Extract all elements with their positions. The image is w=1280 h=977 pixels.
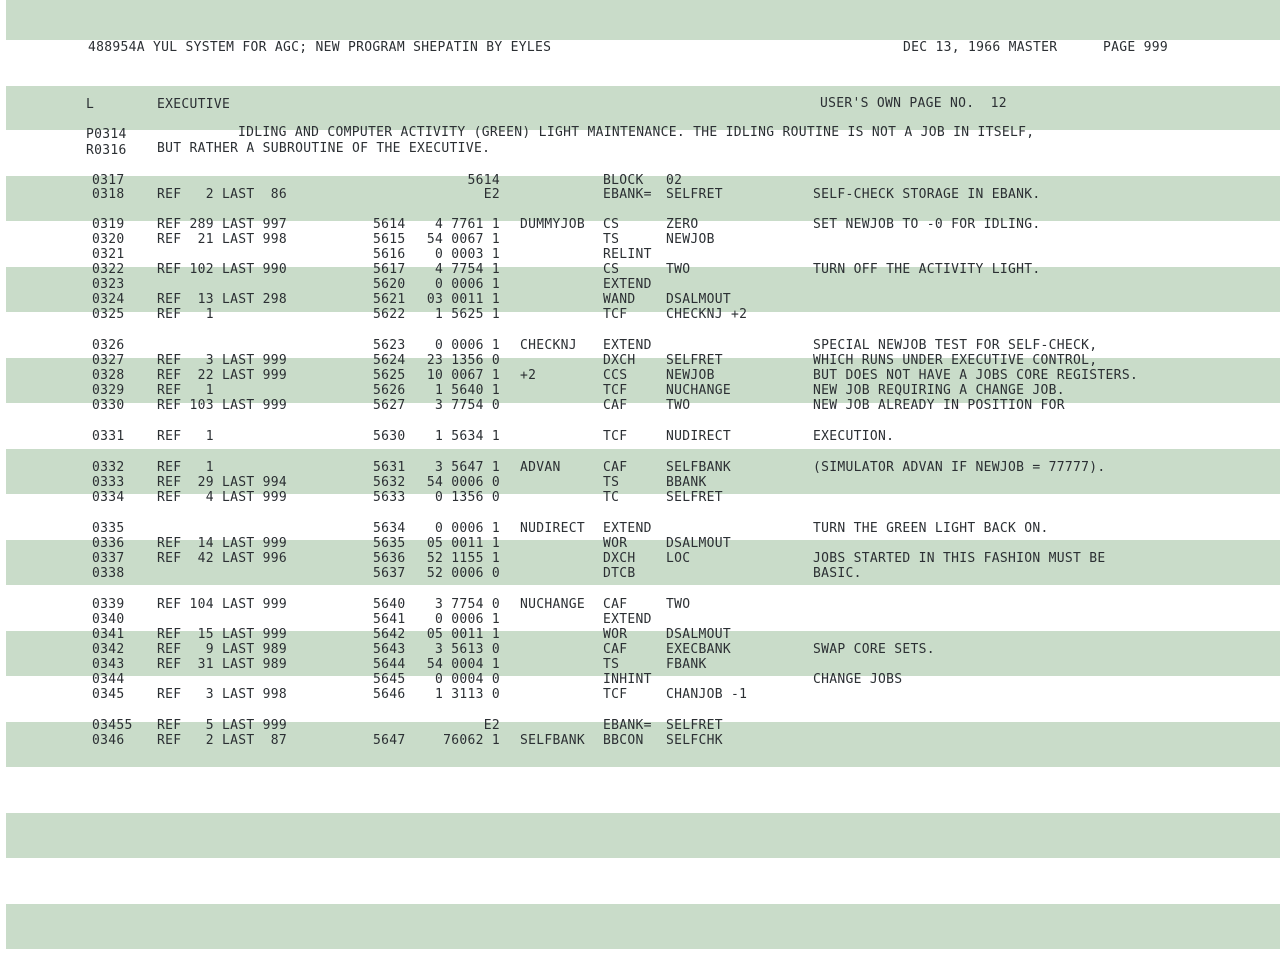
- comment: SET NEWJOB TO -0 FOR IDLING.: [813, 217, 1041, 232]
- ref-info: REF 21 LAST 998: [157, 232, 288, 247]
- user-page-number: USER'S OWN PAGE NO. 12: [820, 96, 1007, 111]
- address: 5644: [373, 657, 406, 672]
- object-code: 4 7754 1: [434, 262, 500, 277]
- object-code: 0 0004 0: [434, 672, 500, 687]
- opcode: WAND: [603, 292, 636, 307]
- opcode: BBCON: [603, 733, 644, 748]
- label: +2: [520, 368, 537, 383]
- line-number: 0341: [92, 627, 125, 642]
- operand: NUCHANGE: [666, 383, 732, 398]
- line-number: 0344: [92, 672, 125, 687]
- address: 5642: [373, 627, 406, 642]
- operand: SELFRET: [666, 353, 723, 368]
- line-number: 0327: [92, 353, 125, 368]
- line-number: 0320: [92, 232, 125, 247]
- operand: DSALMOUT: [666, 292, 732, 307]
- listing-title: 488954A YUL SYSTEM FOR AGC; NEW PROGRAM SHEPATIN BY EYLES: [88, 40, 552, 55]
- line-number: 0335: [92, 521, 125, 536]
- line-number: 0321: [92, 247, 125, 262]
- comment: WHICH RUNS UNDER EXECUTIVE CONTROL,: [813, 353, 1098, 368]
- ref-info: REF 13 LAST 298: [157, 292, 288, 307]
- line-number: 0345: [92, 687, 125, 702]
- address: 5621: [373, 292, 406, 307]
- ref-info: REF 1: [157, 383, 214, 398]
- line-number: 0331: [92, 429, 125, 444]
- address: 5635: [373, 536, 406, 551]
- object-code: 3 7754 0: [434, 398, 500, 413]
- ref-info: REF 103 LAST 999: [157, 398, 288, 413]
- address: 5643: [373, 642, 406, 657]
- line-number: 0329: [92, 383, 125, 398]
- object-code: 3 7754 0: [434, 597, 500, 612]
- address: 5624: [373, 353, 406, 368]
- object-code: 54 0067 1: [426, 232, 500, 247]
- comment: SPECIAL NEWJOB TEST FOR SELF-CHECK,: [813, 338, 1098, 353]
- opcode: RELINT: [603, 247, 652, 262]
- operand: CHANJOB -1: [666, 687, 748, 702]
- object-code: E2: [483, 187, 500, 202]
- opcode: TCF: [603, 687, 628, 702]
- paper-band: [6, 0, 1280, 40]
- page-number: PAGE 999: [1103, 40, 1169, 55]
- object-code: 0 1356 0: [434, 490, 500, 505]
- opcode: EXTEND: [603, 521, 652, 536]
- address: 5617: [373, 262, 406, 277]
- line-number: 0323: [92, 277, 125, 292]
- ref-info: REF 9 LAST 989: [157, 642, 288, 657]
- label: SELFBANK: [520, 733, 586, 748]
- opcode: EBANK=: [603, 187, 652, 202]
- operand: 02: [666, 173, 683, 188]
- remark-number: P0314: [86, 127, 127, 142]
- comment: (SIMULATOR ADVAN IF NEWJOB = 77777).: [813, 460, 1106, 475]
- operand: DSALMOUT: [666, 627, 732, 642]
- comment: SWAP CORE SETS.: [813, 642, 935, 657]
- opcode: CS: [603, 262, 620, 277]
- object-code: 05 0011 1: [426, 536, 500, 551]
- operand: SELFCHK: [666, 733, 723, 748]
- line-number: 0339: [92, 597, 125, 612]
- line-number: 0334: [92, 490, 125, 505]
- line-number: 0346: [92, 733, 125, 748]
- object-code: E2: [483, 718, 500, 733]
- opcode: TS: [603, 232, 620, 247]
- opcode: EXTEND: [603, 277, 652, 292]
- address: 5634: [373, 521, 406, 536]
- address: 5631: [373, 460, 406, 475]
- ref-info: REF 2 LAST 87: [157, 733, 288, 748]
- log-type: L: [86, 97, 95, 112]
- ref-info: REF 4 LAST 999: [157, 490, 288, 505]
- operand: NEWJOB: [666, 232, 715, 247]
- opcode: CS: [603, 217, 620, 232]
- line-number: 0324: [92, 292, 125, 307]
- ref-info: REF 104 LAST 999: [157, 597, 288, 612]
- remark-text: BUT RATHER A SUBROUTINE OF THE EXECUTIVE.: [157, 141, 491, 156]
- line-number: 0338: [92, 566, 125, 581]
- operand: LOC: [666, 551, 691, 566]
- remark-number: R0316: [86, 143, 127, 158]
- listing-date: DEC 13, 1966 MASTER: [903, 40, 1058, 55]
- object-code: 52 0006 0: [426, 566, 500, 581]
- ref-info: REF 2 LAST 86: [157, 187, 288, 202]
- opcode: CAF: [603, 398, 628, 413]
- object-code: 03 0011 1: [426, 292, 500, 307]
- ref-info: REF 3 LAST 999: [157, 353, 288, 368]
- opcode: TC: [603, 490, 620, 505]
- object-code: 54 0006 0: [426, 475, 500, 490]
- object-code: 5614: [467, 173, 500, 188]
- address: 5614: [373, 217, 406, 232]
- line-number: 0330: [92, 398, 125, 413]
- operand: CHECKNJ +2: [666, 307, 748, 322]
- label: ADVAN: [520, 460, 561, 475]
- line-number: 0328: [92, 368, 125, 383]
- opcode: CAF: [603, 460, 628, 475]
- object-code: 4 7761 1: [434, 217, 500, 232]
- opcode: DXCH: [603, 551, 636, 566]
- address: 5647: [373, 733, 406, 748]
- line-number: 0342: [92, 642, 125, 657]
- opcode: BLOCK: [603, 173, 644, 188]
- line-number: 03455: [92, 718, 133, 733]
- remark-text: IDLING AND COMPUTER ACTIVITY (GREEN) LIGHT MAINTENANCE. THE IDLING ROUTINE IS NOT A JOB IN ITSELF,: [238, 125, 1035, 140]
- object-code: 3 5647 1: [434, 460, 500, 475]
- address: 5615: [373, 232, 406, 247]
- object-code: 0 0006 1: [434, 338, 500, 353]
- comment: EXECUTION.: [813, 429, 895, 444]
- address: 5623: [373, 338, 406, 353]
- ref-info: REF 31 LAST 989: [157, 657, 288, 672]
- operand: NUDIRECT: [666, 429, 732, 444]
- opcode: TCF: [603, 383, 628, 398]
- comment: JOBS STARTED IN THIS FASHION MUST BE: [813, 551, 1106, 566]
- ref-info: REF 5 LAST 999: [157, 718, 288, 733]
- ref-info: REF 29 LAST 994: [157, 475, 288, 490]
- comment: TURN THE GREEN LIGHT BACK ON.: [813, 521, 1049, 536]
- operand: DSALMOUT: [666, 536, 732, 551]
- ref-info: REF 1: [157, 307, 214, 322]
- operand: SELFBANK: [666, 460, 732, 475]
- opcode: WOR: [603, 627, 628, 642]
- operand: SELFRET: [666, 718, 723, 733]
- ref-info: REF 3 LAST 998: [157, 687, 288, 702]
- object-code: 0 0006 1: [434, 521, 500, 536]
- label: CHECKNJ: [520, 338, 577, 353]
- address: 5630: [373, 429, 406, 444]
- address: 5633: [373, 490, 406, 505]
- object-code: 52 1155 1: [426, 551, 500, 566]
- comment: SELF-CHECK STORAGE IN EBANK.: [813, 187, 1041, 202]
- address: 5645: [373, 672, 406, 687]
- ref-info: REF 102 LAST 990: [157, 262, 288, 277]
- address: 5632: [373, 475, 406, 490]
- opcode: DTCB: [603, 566, 636, 581]
- label: DUMMYJOB: [520, 217, 586, 232]
- operand: SELFRET: [666, 490, 723, 505]
- operand: NEWJOB: [666, 368, 715, 383]
- address: 5641: [373, 612, 406, 627]
- line-number: 0332: [92, 460, 125, 475]
- ref-info: REF 1: [157, 460, 214, 475]
- operand: SELFRET: [666, 187, 723, 202]
- section-name: EXECUTIVE: [157, 97, 231, 112]
- address: 5646: [373, 687, 406, 702]
- line-number: 0322: [92, 262, 125, 277]
- object-code: 76062 1: [443, 733, 500, 748]
- paper-band: [6, 904, 1280, 949]
- opcode: DXCH: [603, 353, 636, 368]
- opcode: WOR: [603, 536, 628, 551]
- object-code: 54 0004 1: [426, 657, 500, 672]
- label: NUDIRECT: [520, 521, 586, 536]
- ref-info: REF 15 LAST 999: [157, 627, 288, 642]
- object-code: 1 5640 1: [434, 383, 500, 398]
- object-code: 3 5613 0: [434, 642, 500, 657]
- comment: TURN OFF THE ACTIVITY LIGHT.: [813, 262, 1041, 277]
- address: 5626: [373, 383, 406, 398]
- comment: BUT DOES NOT HAVE A JOBS CORE REGISTERS.: [813, 368, 1139, 383]
- object-code: 23 1356 0: [426, 353, 500, 368]
- operand: ZERO: [666, 217, 699, 232]
- operand: EXECBANK: [666, 642, 732, 657]
- address: 5636: [373, 551, 406, 566]
- line-number: 0343: [92, 657, 125, 672]
- object-code: 05 0011 1: [426, 627, 500, 642]
- comment: NEW JOB REQUIRING A CHANGE JOB.: [813, 383, 1065, 398]
- label: NUCHANGE: [520, 597, 586, 612]
- address: 5620: [373, 277, 406, 292]
- address: 5627: [373, 398, 406, 413]
- operand: BBANK: [666, 475, 707, 490]
- opcode: EXTEND: [603, 612, 652, 627]
- opcode: TS: [603, 657, 620, 672]
- line-number: 0325: [92, 307, 125, 322]
- opcode: EXTEND: [603, 338, 652, 353]
- opcode: EBANK=: [603, 718, 652, 733]
- line-number: 0337: [92, 551, 125, 566]
- address: 5616: [373, 247, 406, 262]
- ref-info: REF 1: [157, 429, 214, 444]
- ref-info: REF 289 LAST 997: [157, 217, 288, 232]
- opcode: CCS: [603, 368, 628, 383]
- operand: FBANK: [666, 657, 707, 672]
- address: 5625: [373, 368, 406, 383]
- ref-info: REF 14 LAST 999: [157, 536, 288, 551]
- line-number: 0340: [92, 612, 125, 627]
- object-code: 1 5625 1: [434, 307, 500, 322]
- line-number: 0318: [92, 187, 125, 202]
- line-number: 0317: [92, 173, 125, 188]
- object-code: 10 0067 1: [426, 368, 500, 383]
- ref-info: REF 42 LAST 996: [157, 551, 288, 566]
- object-code: 1 5634 1: [434, 429, 500, 444]
- address: 5622: [373, 307, 406, 322]
- line-number: 0336: [92, 536, 125, 551]
- ref-info: REF 22 LAST 999: [157, 368, 288, 383]
- opcode: CAF: [603, 597, 628, 612]
- paper-band: [6, 813, 1280, 858]
- opcode: TCF: [603, 429, 628, 444]
- object-code: 0 0003 1: [434, 247, 500, 262]
- opcode: CAF: [603, 642, 628, 657]
- comment: BASIC.: [813, 566, 862, 581]
- comment: CHANGE JOBS: [813, 672, 903, 687]
- object-code: 0 0006 1: [434, 612, 500, 627]
- object-code: 1 3113 0: [434, 687, 500, 702]
- opcode: INHINT: [603, 672, 652, 687]
- opcode: TCF: [603, 307, 628, 322]
- address: 5640: [373, 597, 406, 612]
- comment: NEW JOB ALREADY IN POSITION FOR: [813, 398, 1065, 413]
- operand: TWO: [666, 262, 691, 277]
- line-number: 0333: [92, 475, 125, 490]
- object-code: 0 0006 1: [434, 277, 500, 292]
- address: 5637: [373, 566, 406, 581]
- line-number: 0326: [92, 338, 125, 353]
- line-number: 0319: [92, 217, 125, 232]
- operand: TWO: [666, 398, 691, 413]
- opcode: TS: [603, 475, 620, 490]
- operand: TWO: [666, 597, 691, 612]
